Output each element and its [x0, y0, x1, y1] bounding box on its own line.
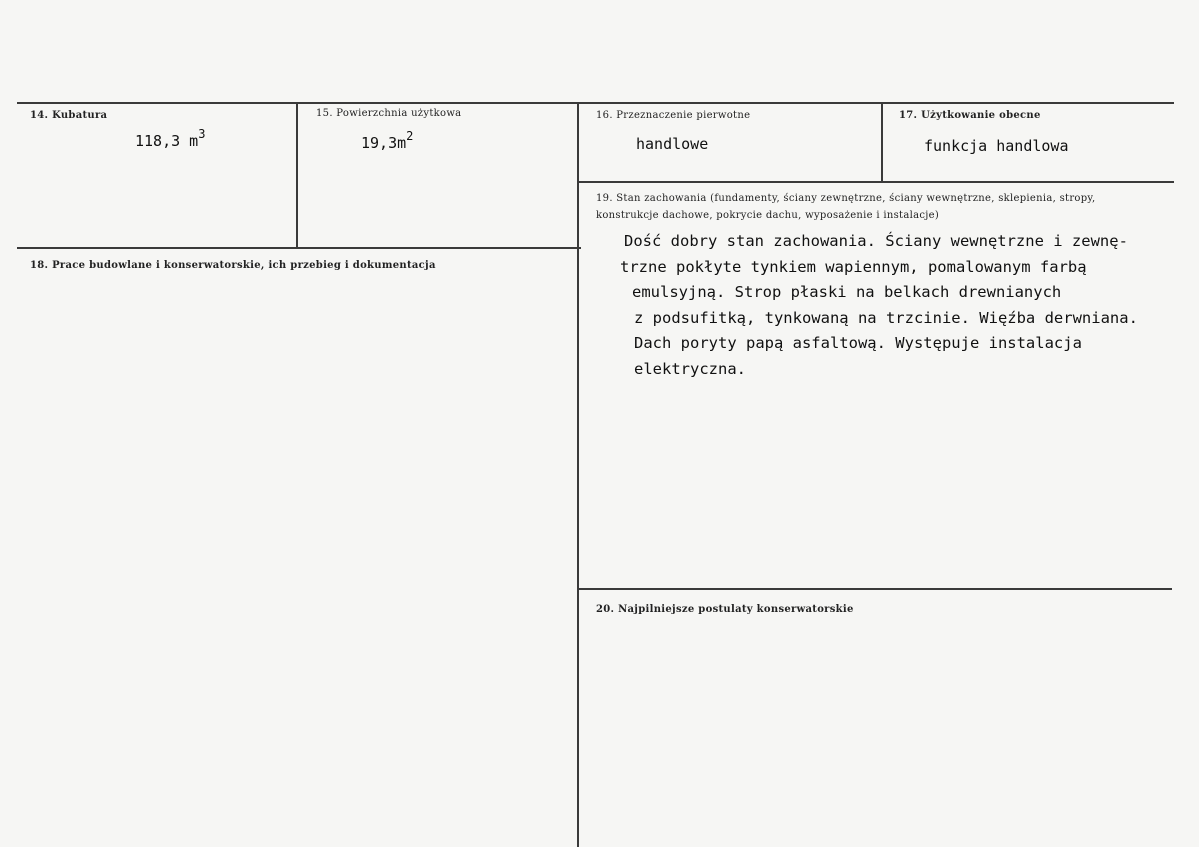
field-14-value: 118,3 $m^3$ — [135, 127, 206, 150]
field-20-label: 20. Najpilniejsze postulaty konserwatorskie — [596, 604, 854, 615]
rule-under-14-15 — [17, 247, 581, 249]
top-rule — [17, 102, 1174, 104]
field-15-value: $19,3m^2$ — [361, 129, 414, 152]
field-19-label: 19. Stan zachowania (fundamenty, ściany zewnętrzne, ściany wewnętrzne, sklepienia, stropy, konstrukcje dachowe, pokrycie dachu, wyposażenie i instalacje) — [596, 193, 1096, 221]
field-15-label: 15. Powierzchnia użytkowa — [316, 108, 462, 119]
field-19-line: trzne pokłyte tynkiem wapiennym, pomalowanym farbą — [620, 257, 1087, 276]
field-16-value: handlowe — [636, 135, 709, 153]
field-19-line: emulsyjną. Strop płaski na belkach drewnianych — [632, 283, 1062, 301]
field-18-label: 18. Prace budowlane i konserwatorskie, ich przebieg i dokumentacja — [30, 260, 436, 271]
divider-main — [577, 102, 579, 847]
field-14-label: 14. Kubatura — [30, 110, 108, 121]
field-19-text — [620, 229, 1138, 382]
field-16-label: 16. Przeznaczenie pierwotne — [596, 110, 751, 121]
divider-14-15 — [296, 102, 298, 249]
field-17-label: 17. Użytkowanie obecne — [899, 110, 1041, 121]
field-19-line: elektryczna. — [634, 359, 746, 378]
rule-under-16-17 — [579, 181, 1174, 183]
field-19-line: z podsufitką, tynkowaną na trzcinie. Więźba derwniana. — [634, 308, 1138, 327]
field-17-value: funkcja handlowa — [924, 137, 1069, 155]
field-19-line: Dość dobry stan zachowania. Ściany wewnętrzne i zewnę- — [624, 232, 1128, 250]
field-19-line: Dach poryty papą asfaltową. Występuje instalacja — [634, 334, 1082, 352]
rule-under-19 — [579, 588, 1172, 590]
divider-16-17 — [881, 102, 883, 182]
